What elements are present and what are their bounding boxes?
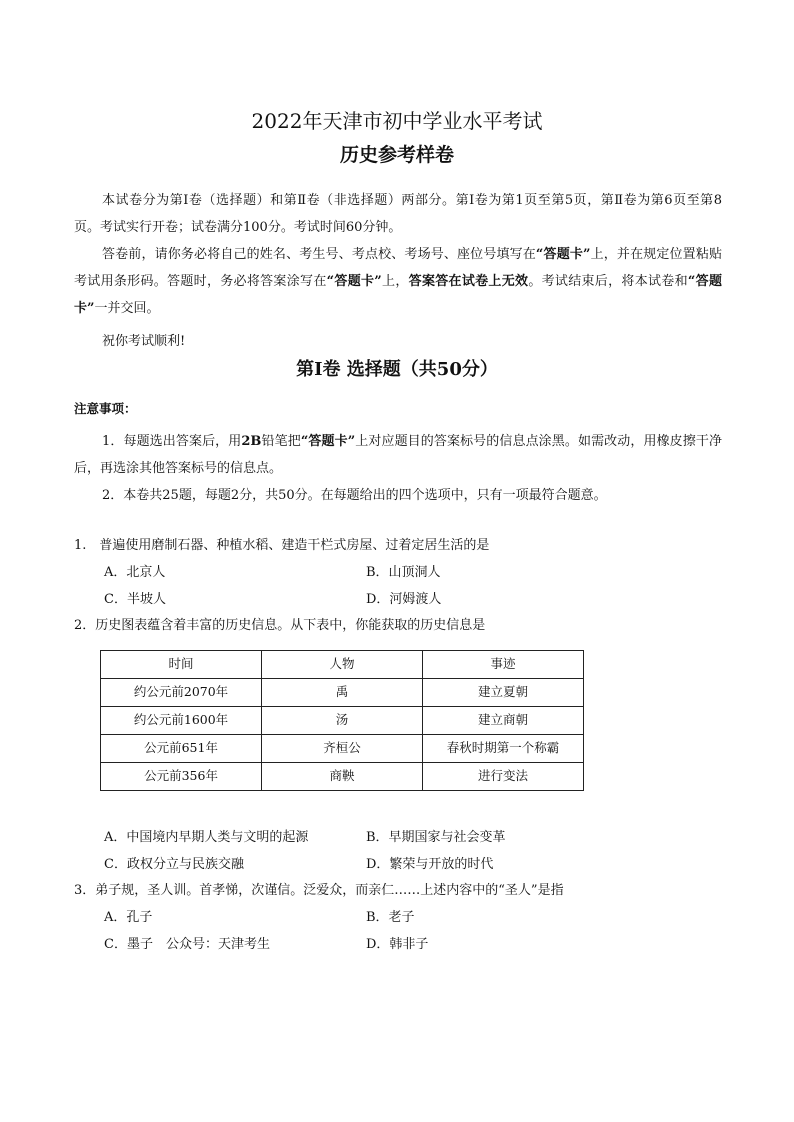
intro-text: 上，: [381, 274, 409, 289]
exam-title: 2022年天津市初中学业水平考试: [251, 109, 543, 133]
exam-subtitle: 历史参考样卷: [339, 144, 454, 166]
question-2-option-d: D．繁荣与开放的时代: [366, 857, 494, 872]
question-2-option-b: B．早期国家与社会变革: [366, 830, 506, 845]
question-3-option-c: C．墨子 公众号：天津考生: [104, 937, 270, 952]
table-cell: 公元前651年: [101, 735, 262, 763]
table-header-row: [101, 651, 584, 679]
answer-card-term: “答题卡”: [535, 247, 591, 262]
intro-text: 一并交回。: [94, 301, 160, 316]
question-1-option-c: C．半坡人: [104, 592, 166, 607]
question-1-option-a: A．北京人: [104, 565, 166, 580]
table-cell: 禹: [262, 679, 423, 707]
question-3-option-a: A．孔子: [104, 910, 153, 925]
answer-card-term: “答题卡”: [326, 274, 382, 289]
pencil-type: 2B: [241, 434, 262, 449]
question-1-option-d: D．河姆渡人: [366, 592, 442, 607]
intro-text: 上，并在规定位置粘贴考试用条形码。答题时，务必将答案涂写在: [74, 247, 722, 289]
invalid-answer-warning: 答案答在试卷上无效: [408, 274, 529, 289]
table-cell: 商鞅: [262, 763, 423, 791]
table-row: [101, 707, 584, 735]
table-cell: 公元前356年: [101, 763, 262, 791]
table-row: [101, 763, 584, 791]
intro-paragraph-2: [74, 241, 722, 322]
question-3-stem: 3．弟子规，圣人训。首孝悌，次谨信。泛爱众，而亲仁……上述内容中的“圣人”是指: [74, 883, 564, 898]
question-3-option-d: D．韩非子: [366, 937, 429, 952]
good-luck-text: 祝你考试顺利!: [102, 334, 186, 349]
question-3-option-b: B．老子: [366, 910, 415, 925]
note-2: 2．本卷共25题，每题2分，共50分。在每题给出的四个选项中，只有一项最符合题意。: [102, 488, 607, 503]
table-header-cell: 事迹: [423, 651, 584, 679]
question-1-option-b: B．山顶洞人: [366, 565, 441, 580]
note-text: 上对应题目的答案标号的信息点涂黑。如需改动，用橡皮擦干净后，再选涂其他答案标号的信息点。: [74, 434, 722, 476]
table-cell: 春秋时期第一个称霸: [423, 735, 584, 763]
table-header-cell: 人物: [262, 651, 423, 679]
section-title: 第Ⅰ卷 选择题（共50分）: [296, 359, 498, 380]
intro-text: 答卷前，请你务必将自己的姓名、考生号、考点校、考场号、座位号填写在: [102, 247, 536, 262]
notes-heading: 注意事项：: [74, 401, 137, 416]
history-table: [100, 650, 584, 791]
question-2-stem: 2．历史图表蕴含着丰富的历史信息。从下表中，你能获取的历史信息是: [74, 618, 486, 633]
question-1-stem: 1. 普遍使用磨制石器、种植水稻、建造干栏式房屋、过着定居生活的是: [74, 538, 490, 553]
table-row: [101, 679, 584, 707]
table-header-cell: 时间: [101, 651, 262, 679]
table-cell: 约公元前1600年: [101, 707, 262, 735]
answer-card-term: “答题卡”: [300, 434, 356, 449]
intro-text: 。考试结束后，将本试卷和: [528, 274, 688, 289]
question-2-option-a: A．中国境内早期人类与文明的起源: [104, 830, 309, 845]
table-cell: 建立夏朝: [423, 679, 584, 707]
table-cell: 建立商朝: [423, 707, 584, 735]
table-row: [101, 735, 584, 763]
note-text: 1．每题选出答案后，用: [102, 434, 242, 449]
table-cell: 约公元前2070年: [101, 679, 262, 707]
table-cell: 汤: [262, 707, 423, 735]
intro-paragraph-1: 本试卷分为第Ⅰ卷（选择题）和第Ⅱ卷（非选择题）两部分。第Ⅰ卷为第1页至第5页，第Ⅱ卷为第6页至第8页。考试实行开卷；试卷满分100分。考试时间60分钟。: [74, 193, 722, 235]
table-cell: 进行变法: [423, 763, 584, 791]
answer-card-term: “答题卡”: [74, 274, 722, 316]
note-text: 铅笔把: [261, 434, 301, 449]
note-1: [74, 428, 722, 482]
question-2-option-c: C．政权分立与民族交融: [104, 857, 244, 872]
table-cell: 齐桓公: [262, 735, 423, 763]
